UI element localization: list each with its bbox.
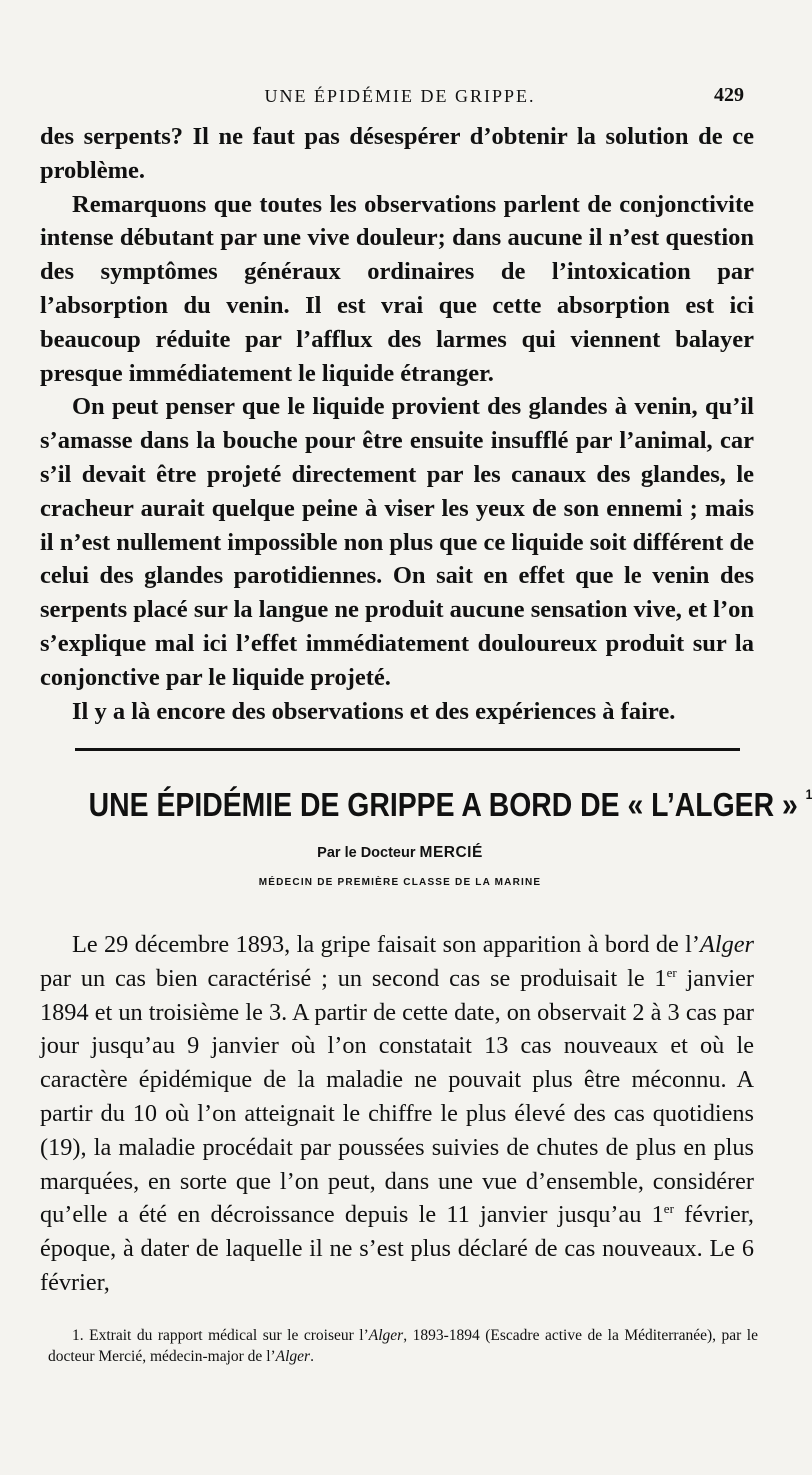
ordinal-suffix: er: [663, 1201, 674, 1217]
footnote: [48, 1325, 758, 1367]
page-number: 429: [714, 84, 744, 106]
paragraph: des serpents? Il ne faut pas désespérer d’obtenir la solution de ce problème.: [40, 123, 754, 184]
text-run: janvier 1894 et un troisième le 3. A partir de cette date, on observait 2 à 3 cas par jour jusqu’au 9 janvier où l’on constatait 13 cas nouveaux et où le caractère épidémique de la maladie ne pouvait plus être méconnu. A partir du 10 où l’on atteignait le chiffre le plus élevé des cas quotidiens (19), la maladie procédait par poussées suivies de chutes de plus en plus marquées, en sorte que l’on peut, dans une vue d’ensemble, considérer qu’elle a été en décroissance depuis le 11 janvier jusqu’au 1: [40, 964, 754, 1229]
ship-name: Alger: [700, 931, 754, 958]
text-run: 1. Extrait du rapport médical sur le croiseur l’: [72, 1327, 369, 1344]
text-run: Le 29 décembre 1893, la gripe faisait son apparition à bord de l’: [72, 931, 701, 958]
ship-name: Alger: [368, 1327, 404, 1344]
text-run: .: [310, 1348, 314, 1365]
byline: [0, 844, 800, 862]
author-affiliation: MÉDECIN DE PREMIÈRE CLASSE DE LA MARINE: [258, 877, 542, 888]
article-body: [40, 928, 754, 1300]
running-title: UNE ÉPIDÉMIE DE GRIPPE.: [264, 86, 536, 106]
paragraph: On peut penser que le liquide provient des glandes à venin, qu’il s’amasse dans la bouche pour être ensuite insufflé par l’animal, car s’il devait être projeté directement par les canaux des glandes, le cracheur aurait quelque peine à viser les yeux de son ennemi ; mais il n’est nullement impossible non plus que ce liquide soit différent de celui des glandes parotidiennes. On sait en effet que le venin des serpents placé sur la langue ne produit aucune sensation vive, et l’on s’explique mal ici l’effet immédiatement douloureux produit sur la conjonctive par le liquide projeté.: [40, 393, 754, 691]
article-title-text: UNE ÉPIDÉMIE DE GRIPPE A BORD DE « L’ALGER »: [88, 786, 798, 823]
text-run: par un cas bien caractérisé ; un second cas se produisait le 1: [40, 964, 667, 992]
article-title: [88, 786, 812, 824]
paragraph: [40, 928, 754, 1300]
ship-name: Alger: [275, 1348, 311, 1365]
section-divider: [75, 748, 740, 751]
author-name: MERCIÉ: [419, 844, 483, 861]
byline-prefix: Par le Docteur: [317, 845, 416, 861]
ordinal-suffix: er: [666, 964, 677, 980]
footnote-text: [48, 1325, 758, 1367]
text-run: , 1893-1894 (Escadre active de la Méditerranée), par le docteur Mercié, médecin-major de l’: [48, 1327, 758, 1365]
running-head: [0, 80, 800, 110]
text-run: février, époque, à dater de laquelle il ne s’est plus déclaré de cas nouveaux. Le 6 février,: [40, 1201, 755, 1296]
paragraph: Il y a là encore des observations et des expériences à faire.: [72, 697, 676, 725]
paragraph: Remarquons que toutes les observations parlent de conjonctivite intense débutant par une vive douleur; dans aucune il n’est question des symptômes généraux ordinaires de l’intoxication par l’absorption du venin. Il est vrai que cette absorption est ici beaucoup réduite par l’afflux des larmes qui viennent balayer presque immédiatement le liquide étranger.: [40, 190, 754, 387]
previous-article-text: [40, 120, 754, 728]
title-footnote-marker: 1: [805, 786, 812, 802]
